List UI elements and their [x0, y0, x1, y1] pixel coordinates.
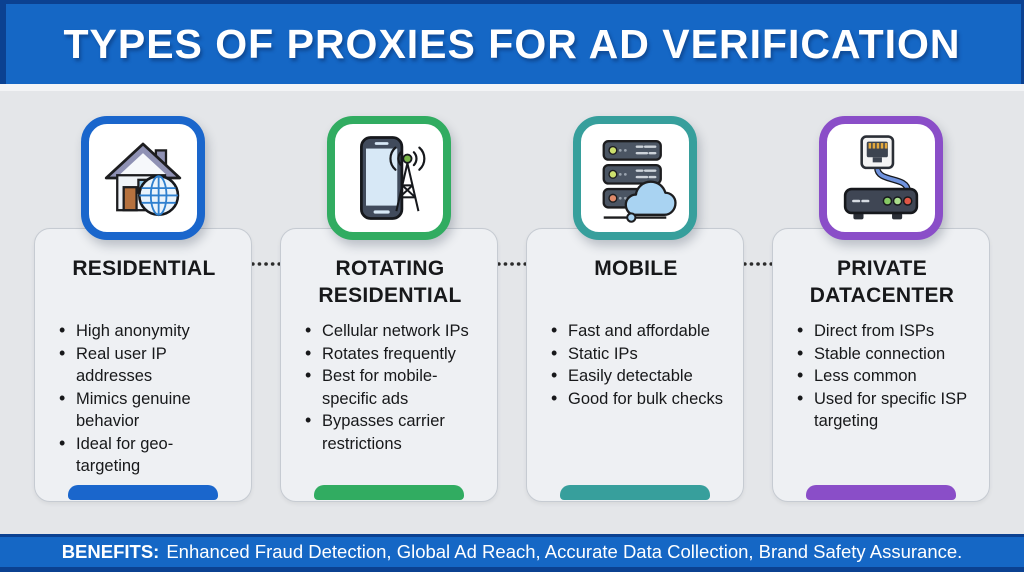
bullet-item: • Ideal for geo-targeting: [59, 433, 235, 478]
proxy-card-mobile: [526, 84, 744, 502]
proxy-card-private-datacenter: [772, 84, 990, 502]
accent-pill: [806, 485, 956, 500]
bullet-item: • Easily detectable: [551, 365, 727, 388]
infographic-body: [0, 84, 1024, 534]
card-rotating-residential: [280, 228, 498, 502]
card-title: RESIDENTIAL: [72, 257, 216, 280]
bullet-item: • Rotates frequently: [305, 343, 481, 366]
icon-box: [327, 116, 451, 240]
benefits-label: BENEFITS:: [61, 541, 160, 562]
accent-pill: [68, 485, 218, 500]
bullet-item: • Best for mobile-specific ads: [305, 365, 481, 410]
accent-pill: [560, 485, 710, 500]
page-title: TYPES OF PROXIES FOR AD VERIFICATION: [63, 20, 961, 67]
bullet-list: [545, 320, 727, 410]
card-private-datacenter: [772, 228, 990, 502]
bullet-item: • High anonymity: [59, 320, 235, 343]
card-title: PRIVATE DATACENTER: [809, 257, 955, 307]
bullet-list: [53, 320, 235, 478]
bullet-item: • Real user IP addresses: [59, 343, 235, 388]
bullet-item: • Used for specific ISP targeting: [797, 388, 973, 433]
proxy-card-rotating-residential: [280, 84, 498, 502]
card-residential: [34, 228, 252, 502]
footer-bar: [0, 534, 1024, 572]
icon-box: [819, 116, 943, 240]
icon-box: [81, 116, 205, 240]
bullet-item: • Fast and affordable: [551, 320, 727, 343]
benefits-text: Enhanced Fraud Detection, Global Ad Reach, Accurate Data Collection, Brand Safety Assurance.: [166, 541, 963, 562]
bullet-item: • Good for bulk checks: [551, 388, 727, 411]
bullet-item: • Stable connection: [797, 343, 973, 366]
bullet-item: • Bypasses carrier restrictions: [305, 410, 481, 455]
proxy-card-residential: [34, 84, 252, 502]
bullet-item: • Mimics genuine behavior: [59, 388, 235, 433]
bullet-list: [791, 320, 973, 433]
server-cloud-icon: [589, 132, 681, 224]
card-title: ROTATING RESIDENTIAL: [318, 257, 462, 307]
cards-grid: [0, 84, 1024, 502]
bullet-item: • Direct from ISPs: [797, 320, 973, 343]
bullet-item: • Cellular network IPs: [305, 320, 481, 343]
card-mobile: [526, 228, 744, 502]
ethernet-router-icon: [835, 132, 927, 224]
bullet-item: • Less common: [797, 365, 973, 388]
header-bar: [0, 0, 1024, 84]
icon-box: [573, 116, 697, 240]
house-globe-icon: [97, 132, 189, 224]
bullet-item: • Static IPs: [551, 343, 727, 366]
card-title: MOBILE: [594, 257, 678, 280]
smartphone-antenna-icon: [343, 132, 435, 224]
accent-pill: [314, 485, 464, 500]
bullet-list: [299, 320, 481, 455]
